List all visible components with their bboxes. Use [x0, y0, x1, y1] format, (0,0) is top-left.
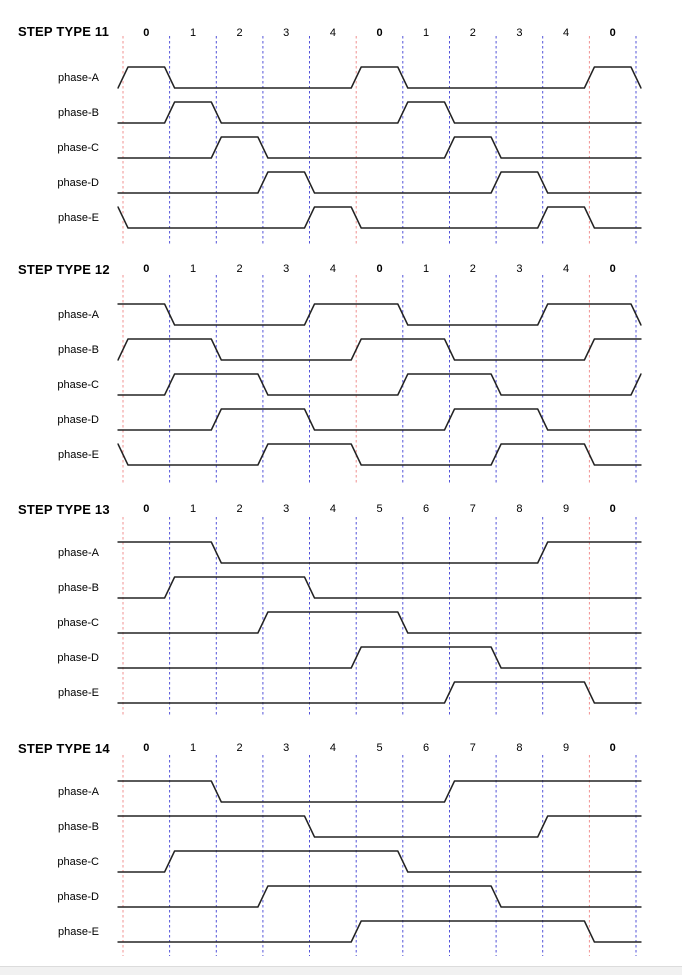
phase-A-waveform — [118, 67, 642, 88]
phase-D-waveform — [118, 409, 642, 430]
step-number-label: 0 — [143, 263, 150, 275]
phase-B-waveform — [118, 339, 642, 360]
step-number-label: 3 — [283, 742, 290, 754]
phase-A-waveform — [118, 304, 642, 325]
phase-D-waveform — [118, 647, 642, 668]
step-number-label: 3 — [283, 503, 290, 515]
phase-D-label: phase-D — [57, 891, 99, 903]
section-title-step-type-13: STEP TYPE 13 — [18, 502, 110, 517]
step-number-label: 7 — [469, 742, 476, 754]
phase-B-waveform — [118, 577, 642, 598]
phase-E-label: phase-E — [58, 212, 99, 224]
phase-A-label: phase-A — [58, 72, 99, 84]
step-number-label: 9 — [562, 742, 570, 754]
phase-B-label: phase-B — [58, 107, 99, 119]
phase-C-waveform — [118, 374, 642, 395]
phase-C-waveform — [118, 137, 642, 158]
phase-D-waveform — [118, 886, 642, 907]
section-step-type-11 — [57, 27, 641, 245]
step-number-label: 3 — [516, 263, 523, 275]
step-number-label: 1 — [423, 263, 430, 275]
phase-E-waveform — [118, 207, 642, 228]
step-number-label: 3 — [516, 27, 523, 39]
step-number-label: 1 — [189, 503, 197, 515]
step-number-label: 9 — [562, 503, 570, 515]
phase-C-waveform — [118, 612, 642, 633]
step-number-label: 2 — [236, 27, 243, 39]
step-number-label: 1 — [189, 263, 197, 275]
phase-C-label: phase-C — [57, 856, 99, 868]
step-number-label: 4 — [329, 742, 336, 754]
step-number-label: 1 — [189, 742, 197, 754]
step-number-label: 2 — [469, 263, 476, 275]
section-step-type-12 — [57, 263, 641, 483]
bottom-scrollbar-track — [0, 966, 682, 975]
step-number-label: 3 — [283, 263, 290, 275]
step-number-label: 6 — [423, 503, 430, 515]
step-number-label: 0 — [143, 27, 150, 39]
phase-A-label: phase-A — [58, 309, 99, 321]
section-title-step-type-14: STEP TYPE 14 — [18, 741, 110, 756]
section-step-type-13 — [57, 503, 641, 717]
phase-A-label: phase-A — [58, 547, 99, 559]
phase-E-label: phase-E — [58, 926, 99, 938]
phase-C-waveform — [118, 851, 642, 872]
section-title-step-type-12: STEP TYPE 12 — [18, 262, 110, 277]
phase-B-label: phase-B — [58, 344, 99, 356]
step-number-label: 0 — [609, 27, 616, 39]
step-number-label: 2 — [236, 503, 243, 515]
step-number-label: 5 — [376, 742, 383, 754]
step-number-label: 7 — [469, 503, 476, 515]
step-number-label: 2 — [469, 27, 476, 39]
step-number-label: 0 — [143, 742, 150, 754]
phase-D-label: phase-D — [57, 414, 99, 426]
phase-C-label: phase-C — [57, 617, 99, 629]
step-number-label: 0 — [609, 742, 616, 754]
step-number-label: 4 — [562, 27, 570, 39]
step-number-label: 4 — [329, 263, 336, 275]
phase-A-waveform — [118, 781, 642, 802]
step-number-label: 6 — [423, 742, 430, 754]
step-number-label: 4 — [329, 503, 336, 515]
step-number-label: 2 — [236, 742, 243, 754]
step-number-label: 3 — [283, 27, 290, 39]
phase-B-label: phase-B — [58, 821, 99, 833]
phase-C-label: phase-C — [57, 379, 99, 391]
phase-D-label: phase-D — [57, 652, 99, 664]
phase-E-waveform — [118, 921, 642, 942]
phase-E-label: phase-E — [58, 687, 99, 699]
step-number-label: 0 — [609, 263, 616, 275]
phase-A-waveform — [118, 542, 642, 563]
phase-E-waveform — [118, 444, 642, 465]
step-number-label: 8 — [516, 503, 523, 515]
phase-D-label: phase-D — [57, 177, 99, 189]
phase-E-waveform — [118, 682, 642, 703]
step-number-label: 0 — [376, 27, 383, 39]
step-number-label: 0 — [609, 503, 616, 515]
section-title-step-type-11: STEP TYPE 11 — [18, 24, 110, 39]
phase-D-waveform — [118, 172, 642, 193]
phase-E-label: phase-E — [58, 449, 99, 461]
phase-B-waveform — [118, 816, 642, 837]
step-number-label: 4 — [329, 27, 336, 39]
step-number-label: 1 — [189, 27, 197, 39]
phase-B-waveform — [118, 102, 642, 123]
section-step-type-14 — [57, 742, 641, 956]
step-number-label: 1 — [423, 27, 430, 39]
step-number-label: 2 — [236, 263, 243, 275]
phase-B-label: phase-B — [58, 582, 99, 594]
phase-C-label: phase-C — [57, 142, 99, 154]
step-number-label: 0 — [376, 263, 383, 275]
step-number-label: 5 — [376, 503, 383, 515]
step-number-label: 8 — [516, 742, 523, 754]
step-number-label: 0 — [143, 503, 150, 515]
phase-A-label: phase-A — [58, 786, 99, 798]
step-number-label: 4 — [562, 263, 570, 275]
